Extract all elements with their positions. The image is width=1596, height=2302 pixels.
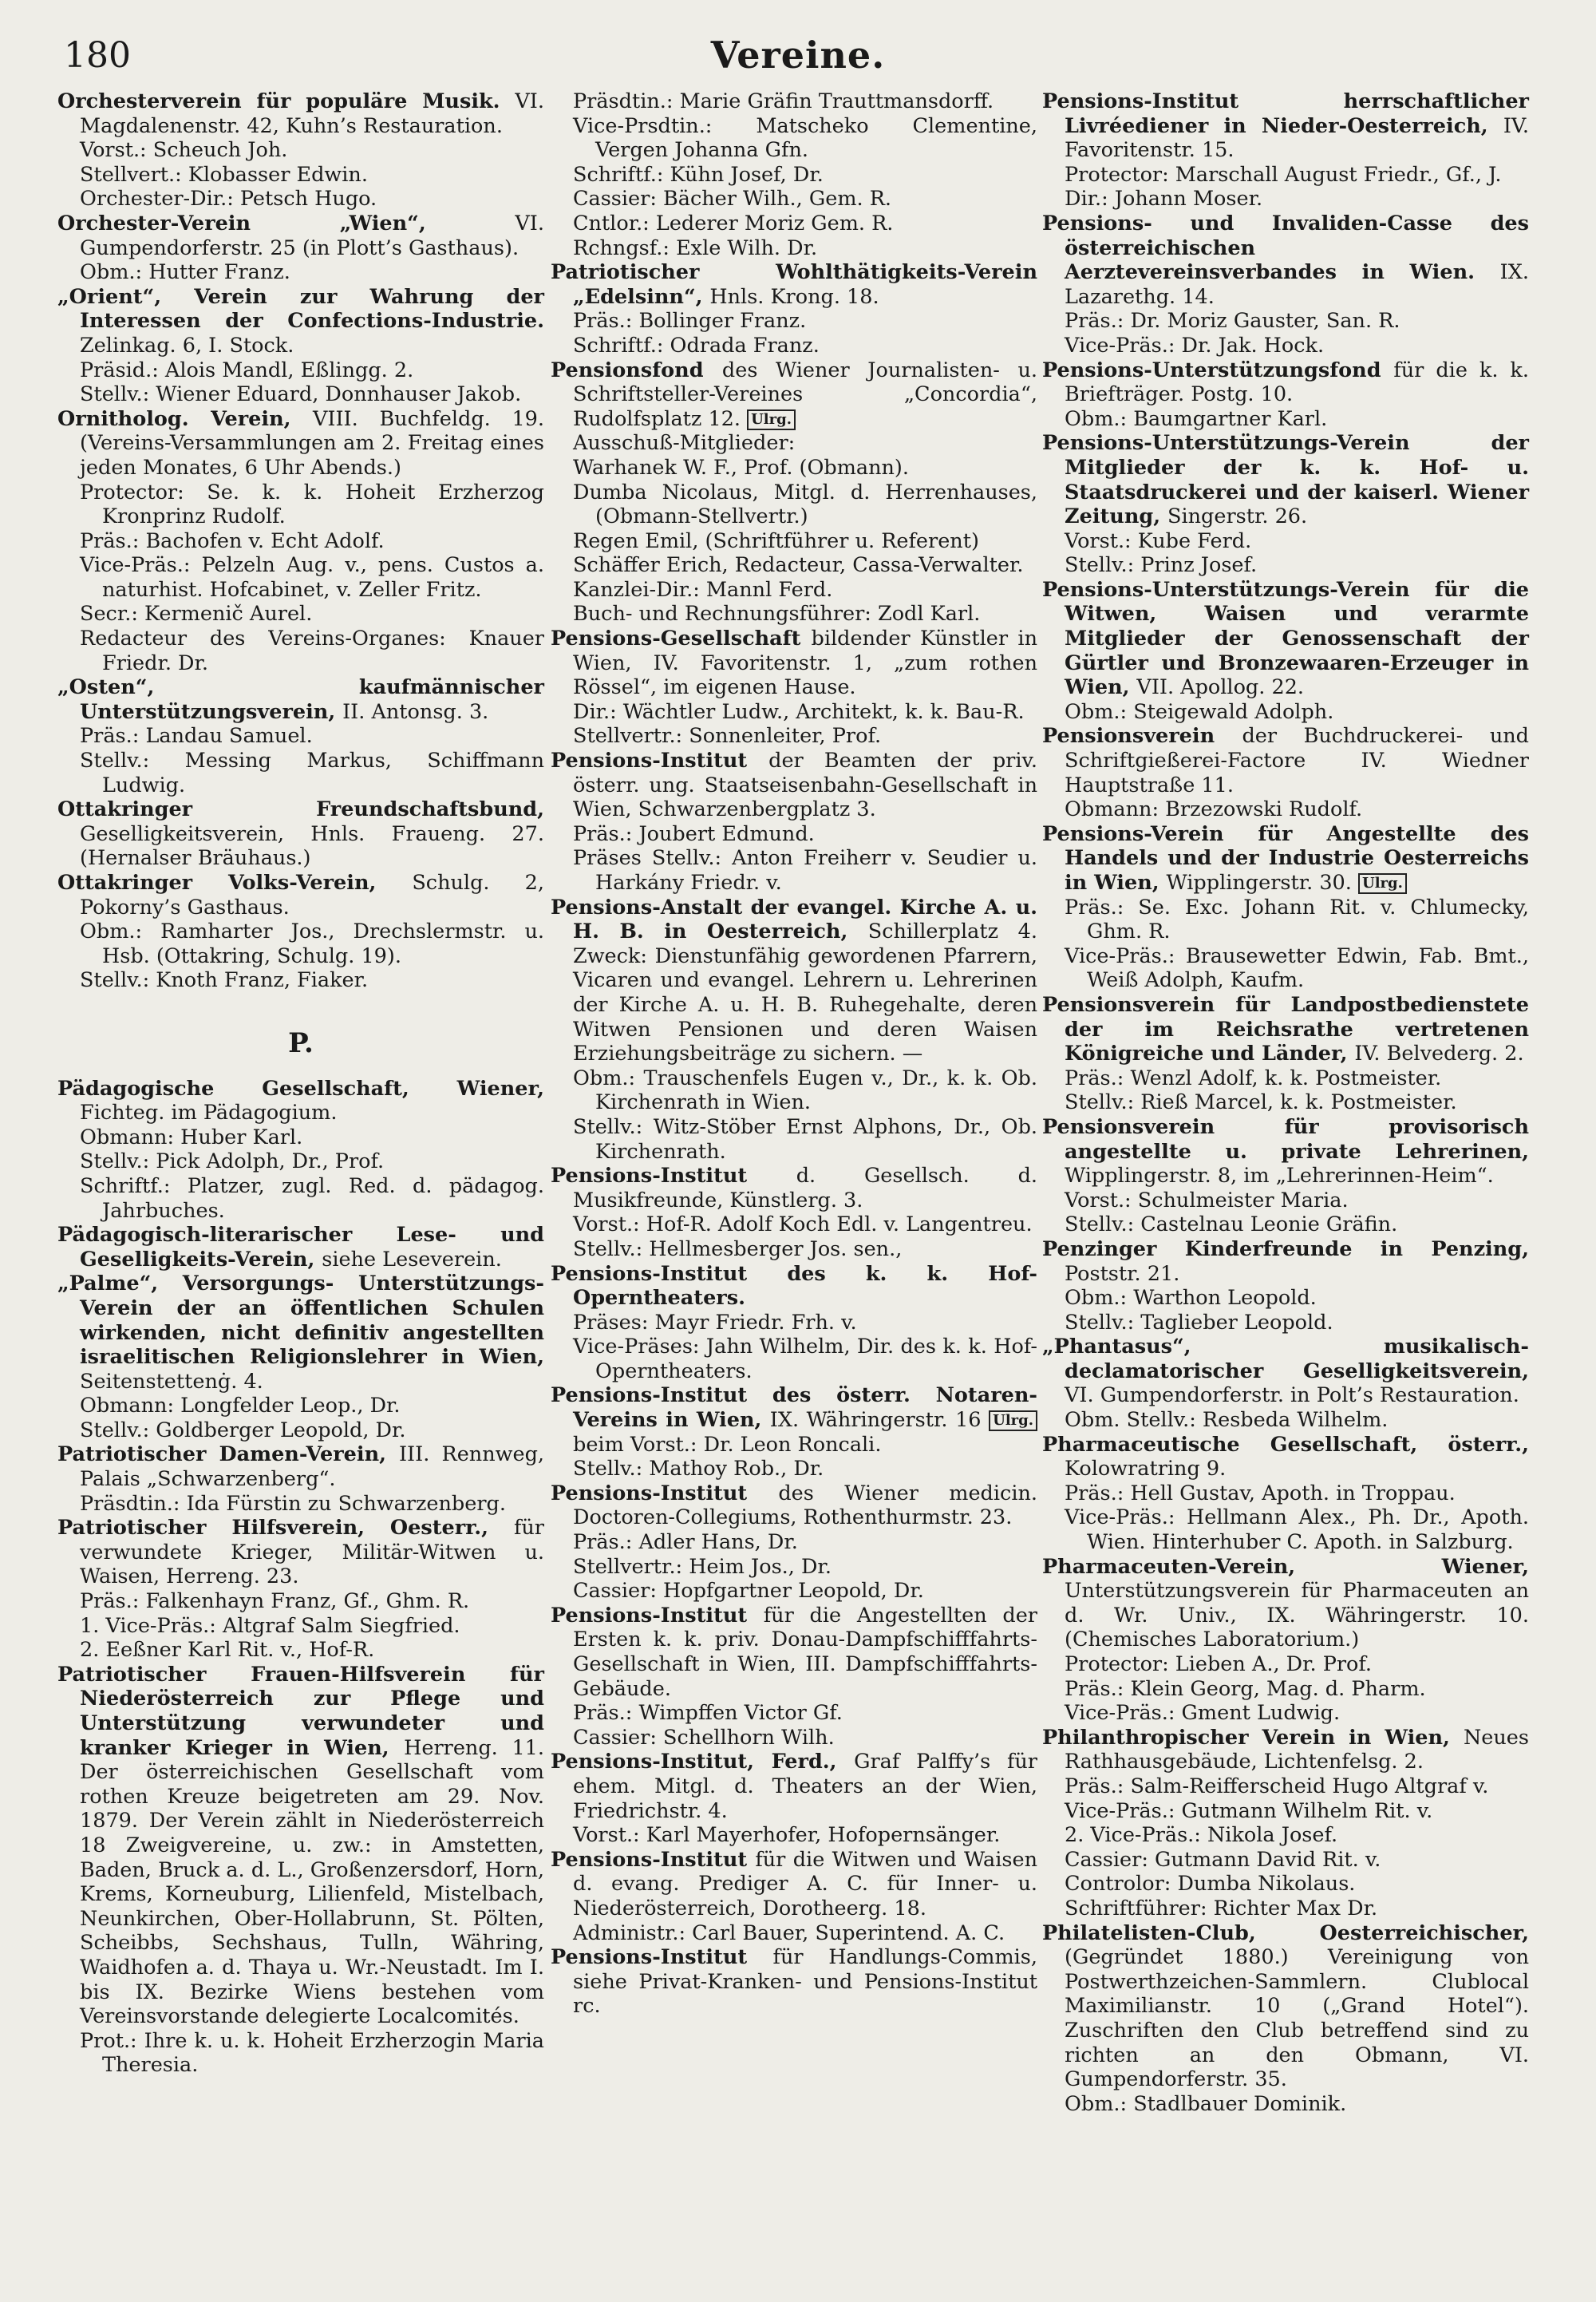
officer-line: Vice-Präs.: Gutmann Wilhelm Rit. v. bbox=[1065, 1798, 1433, 1823]
entry-heading-line bbox=[57, 1077, 544, 1125]
entry-heading-line bbox=[551, 749, 1037, 822]
officer-line: Stellv.: Pick Adolph, Dr., Prof. bbox=[80, 1149, 385, 1174]
association-name: Pensions-Unterstützungs-Verein für die Witwen, Waisen und verarmte Mitglieder der Genossenschaft der Gürtler und Bronzewaaren-Erzeuger in Wien, bbox=[1042, 577, 1529, 700]
association-address: für die Witwen und Waisen d. evang. Prediger A. C. für Inner- u. Niederösterreich, Dorotheerg. 18. bbox=[573, 1847, 1037, 1920]
officer-line: Präs.: Klein Georg, Mag. d. Pharm. bbox=[1065, 1676, 1426, 1701]
officer-line: Vice-Präs.: Hellmann Alex., Ph. Dr., Apoth. Wien. Hinterhuber C. Apoth. in Salzburg. bbox=[1065, 1505, 1529, 1555]
association-address: IV. Belvederg. 2. bbox=[1354, 1042, 1524, 1066]
officer-line: Stellv.: Rieß Marcel, k. k. Postmeister. bbox=[1065, 1090, 1457, 1115]
association-address: VI. Magdalenenstr. 42, Kuhn’s Restauration. bbox=[80, 89, 544, 138]
officer-line: Präsdtin.: Marie Gräfin Trauttmansdorff. bbox=[573, 89, 994, 113]
officer-line: Protector: Lieben A., Dr. Prof. bbox=[1065, 1652, 1373, 1676]
association-name: Pensions-Unterstützungs-Verein der Mitglieder der k. k. Hof- u. Staatsdruckerei und der kaiserl. Wiener Zeitung, bbox=[1042, 431, 1529, 529]
association-name: Pensions-Verein für Angestellte des Handels und der Industrie Oesterreichs in Wien, bbox=[1042, 821, 1529, 895]
association-address: Herreng. 11. Der österreichischen Gesellschaft vom rothen Kreuze beigetreten am 29. Nov. 1879. Der Verein zählt in Niederösterreich 18 Zweigvereine, u. zw.: in Amstetten, Baden, Bruck a. d. L., Großenzersdorf, Horn, Krems, Korneuburg, Lilienfeld, Mistelbach, Neunkirchen, Ober-Hollabrunn, St. Pölten, Scheibbs, Sechshaus, Tulln, Währing, Waidhofen a. d. Thaya u. Wr.-Neustadt. Im I. bis IX. Bezirke Wiens bestehen vom Vereinsvorstande delegierte Localcomités. bbox=[80, 1735, 545, 2029]
association-address: Fichteg. im Pädagogium. bbox=[80, 1101, 338, 1125]
officer-line: 2. Eeßner Karl Rit. v., Hof-R. bbox=[80, 1638, 375, 1663]
officer-line: Obmann: Huber Karl. bbox=[80, 1125, 303, 1149]
officer-line: Stellv.: Witz-Stöber Ernst Alphons, Dr., Ob. Kirchenrath. bbox=[573, 1114, 1037, 1164]
section-letter: P. bbox=[288, 1026, 314, 1059]
page-number: 180 bbox=[64, 35, 131, 76]
officer-line: Cassier: Schellhorn Wilh. bbox=[573, 1725, 835, 1750]
association-address: Poststr. 21. bbox=[1065, 1261, 1180, 1286]
entry-heading-line bbox=[57, 675, 544, 724]
officer-line: Präs.: Joubert Edmund. bbox=[573, 821, 815, 846]
association-address: siehe Leseverein. bbox=[322, 1247, 502, 1272]
entry-heading-line bbox=[1042, 1335, 1529, 1408]
entry-heading-line bbox=[1042, 358, 1529, 407]
officer-line: Obmann: Longfelder Leop., Dr. bbox=[80, 1394, 401, 1418]
officer-line: Vice-Präs.: Brausewetter Edwin, Fab. Bmt., Weiß Adolph, Kaufm. bbox=[1065, 943, 1529, 993]
entry-heading-line bbox=[551, 1164, 1037, 1212]
officer-line: Kanzlei-Dir.: Mannl Ferd. bbox=[573, 577, 833, 602]
running-head: Vereine. bbox=[710, 34, 886, 77]
entry-heading-line bbox=[1042, 1555, 1529, 1652]
officer-line: Stellv.: Mathoy Rob., Dr. bbox=[573, 1457, 824, 1481]
entry-heading-line bbox=[1042, 578, 1529, 700]
association-name: „Orient“, Verein zur Wahrung der Interessen der Confections-Industrie. bbox=[57, 284, 544, 334]
officer-line: Obm.: Trauschenfels Eugen v., Dr., k. k. Ob. Kirchenrath in Wien. bbox=[573, 1066, 1037, 1115]
page-header bbox=[56, 30, 1540, 86]
entry-heading-line bbox=[1042, 431, 1529, 528]
column-2 bbox=[551, 89, 1037, 2019]
entry-heading-line bbox=[57, 1442, 544, 1491]
association-name: Orchesterverein für populäre Musik. bbox=[57, 89, 516, 113]
ulrg-badge: Ulrg. bbox=[1358, 873, 1407, 894]
association-name: Philatelisten-Club, Oesterreichischer, bbox=[1042, 1920, 1529, 1945]
association-address: VIII. Buchfeldg. 19. (Vereins-Versammlungen am 2. Freitag eines jeden Monates, 6 Uhr Abends.) bbox=[80, 406, 545, 480]
association-name: Pensionsfond bbox=[551, 358, 722, 382]
officer-line: Stellv.: Taglieber Leopold. bbox=[1065, 1310, 1333, 1335]
association-address: des Wiener Journalisten- u. Schriftsteller-Vereines „Concordia“, Rudolfsplatz 12. bbox=[573, 358, 1037, 431]
officer-line: Stellvertr.: Sonnenleiter, Prof. bbox=[573, 724, 882, 749]
entry-heading-line bbox=[1042, 1726, 1529, 1774]
officer-line: Vice-Präses: Jahn Wilhelm, Dir. des k. k. Hof-Operntheaters. bbox=[573, 1335, 1037, 1383]
officer-line: Cassier: Bächer Wilh., Gem. R. bbox=[573, 187, 892, 212]
association-address: Kolowratring 9. bbox=[1065, 1457, 1227, 1481]
association-name: Pensions-Unterstützungsfond bbox=[1042, 358, 1394, 382]
officer-line: Prot.: Ihre k. u. k. Hoheit Erzherzogin Maria Theresia. bbox=[80, 2028, 544, 2078]
officer-line: Obm.: Baumgartner Karl. bbox=[1065, 406, 1328, 431]
entry-heading-line bbox=[551, 1262, 1037, 1311]
entry-heading-line bbox=[551, 1945, 1037, 2019]
officer-line: Regen Emil, (Schriftführer u. Referent) bbox=[573, 528, 979, 553]
officer-line: Vice-Präs.: Dr. Jak. Hock. bbox=[1065, 333, 1325, 358]
association-name: Pädagogische Gesellschaft, Wiener, bbox=[57, 1076, 544, 1101]
officer-line: Präs.: Wenzl Adolf, k. k. Postmeister. bbox=[1065, 1066, 1442, 1090]
officer-line: Vice-Präs.: Pelzeln Aug. v., pens. Custos a. naturhist. Hofcabinet, v. Zeller Fritz. bbox=[80, 553, 544, 602]
officer-line: Präs.: Bollinger Franz. bbox=[573, 309, 807, 334]
officer-line: Orchester-Dir.: Petsch Hugo. bbox=[80, 187, 377, 212]
association-name: Pensionsverein für provisorisch angestellte u. private Lehrerinen, bbox=[1042, 1114, 1529, 1164]
entry-heading-line bbox=[57, 871, 544, 920]
association-name: „Palme“, Versorgungs- Unterstützungs-Verein der an öffentlichen Schulen wirkenden, nicht definitiv angestellten israelitischen Religionslehrer in Wien, bbox=[57, 1272, 544, 1370]
association-address: VI. Gumpendorferstr. 25 (in Plott’s Gasthaus). bbox=[80, 211, 544, 260]
association-name: Pensions-Anstalt der evangel. Kirche A. u. H. B. in Oesterreich, bbox=[551, 895, 1037, 944]
officer-line: Vice-Prsdtin.: Matscheko Clementine, Vergen Johanna Gfn. bbox=[573, 113, 1037, 163]
officer-line: Cassier: Hopfgartner Leopold, Dr. bbox=[573, 1579, 924, 1604]
entry-heading-line bbox=[551, 1848, 1037, 1921]
association-address: der Beamten der priv. österr. ung. Staatseisenbahn-Gesellschaft in Wien, Schwarzenbergplatz 3. bbox=[573, 749, 1037, 822]
officer-line: Präs.: Hell Gustav, Apoth. in Troppau. bbox=[1065, 1481, 1456, 1505]
entry-heading-line bbox=[551, 260, 1037, 309]
entry-heading-line bbox=[57, 285, 544, 358]
officer-line: Stellv.: Hellmesberger Jos. sen., bbox=[573, 1236, 903, 1261]
officer-line: Vorst.: Kube Ferd. bbox=[1065, 528, 1252, 553]
association-name: Pensions-Institut bbox=[551, 1945, 773, 1970]
officer-line: Präsid.: Alois Mandl, Eßlingg. 2. bbox=[80, 358, 414, 382]
association-name: Ornitholog. Verein, bbox=[57, 406, 313, 431]
association-address: Singerstr. 26. bbox=[1167, 504, 1308, 529]
entry-heading-line bbox=[1042, 89, 1529, 163]
entry-heading-line bbox=[1042, 1921, 1529, 2092]
association-address: VII. Apollog. 22. bbox=[1136, 675, 1305, 700]
officer-line: Stellv.: Prinz Josef. bbox=[1065, 553, 1258, 578]
entry-heading-line bbox=[1042, 1237, 1529, 1286]
officer-line: Präs.: Wimpffen Victor Gf. bbox=[573, 1701, 843, 1726]
association-address: für verwundete Krieger, Militär-Witwen u. Waisen, Herreng. 23. bbox=[80, 1516, 544, 1589]
association-address: Zelinkag. 6, I. Stock. bbox=[80, 333, 294, 358]
officer-line: Administr.: Carl Bauer, Superintend. A. C. bbox=[573, 1920, 1005, 1945]
entry-heading-line bbox=[57, 1272, 544, 1394]
association-address: für die Angestellten der Ersten k. k. priv. Donau-Dampfschifffahrts-Gesellschaft in Wien, III. Dampfschifffahrts-Gebäude. bbox=[573, 1603, 1037, 1701]
officer-line: Stellvert.: Klobasser Edwin. bbox=[80, 162, 368, 187]
association-address: der Buchdruckerei- und Schriftgießerei-Factore IV. Wiedner Hauptstraße 11. bbox=[1065, 724, 1529, 797]
entry-heading-line bbox=[57, 1663, 544, 2029]
association-name: Penzinger Kinderfreunde in Penzing, bbox=[1042, 1236, 1529, 1261]
association-address: d. Gesellsch. d. Musikfreunde, Künstlerg. 3. bbox=[573, 1164, 1037, 1212]
officer-line: Stellv.: Knoth Franz, Fiaker. bbox=[80, 968, 369, 993]
entry-heading-line bbox=[551, 1383, 1037, 1457]
officer-line: Obmann: Brzezowski Rudolf. bbox=[1065, 797, 1363, 822]
entry-heading-line bbox=[551, 1604, 1037, 1701]
entry-heading-line bbox=[1042, 822, 1529, 896]
column-1 bbox=[57, 89, 544, 2078]
officer-line: Secr.: Kermenič Aurel. bbox=[80, 602, 313, 627]
association-address: Hnls. Krong. 18. bbox=[709, 284, 879, 309]
association-address: (Gegründet 1880.) Vereinigung von Postwerthzeichen-Sammlern. Clublocal Maximilianstr. 10 („Grand Hotel“). Zuschriften den Club betreffend sind zu richten an den Obmann, VI. Gumpendorferstr. 35. bbox=[1065, 1945, 1529, 2092]
officer-line: Obm.: Warthon Leopold. bbox=[1065, 1286, 1317, 1311]
association-address: Wipplingerstr. 8, im „Lehrerinnen-Heim“. bbox=[1065, 1164, 1494, 1189]
officer-line: Präs.: Bachofen v. Echt Adolf. bbox=[80, 528, 385, 553]
officer-line: Präs.: Salm-Reifferscheid Hugo Altgraf v. bbox=[1065, 1774, 1489, 1798]
association-name: Orchester-Verein „Wien“, bbox=[57, 211, 516, 235]
association-address: des Wiener medicin. Doctoren-Collegiums, Rothenthurmstr. 23. bbox=[573, 1481, 1037, 1530]
officer-line: Redacteur des Vereins-Organes: Knauer Friedr. Dr. bbox=[80, 627, 544, 675]
officer-line: Präs.: Adler Hans, Dr. bbox=[573, 1530, 798, 1555]
officer-line: Stellvertr.: Heim Jos., Dr. bbox=[573, 1554, 832, 1579]
officer-line: Rchngsf.: Exle Wilh. Dr. bbox=[573, 235, 818, 260]
entry-heading-line bbox=[551, 1481, 1037, 1530]
officer-line: Vorst.: Karl Mayerhofer, Hofopernsänger. bbox=[573, 1823, 1001, 1848]
entry-heading-line bbox=[1042, 1115, 1529, 1189]
officer-line: Obm.: Ramharter Jos., Drechslermstr. u. Hsb. (Ottakring, Schulg. 19). bbox=[80, 920, 544, 968]
officer-line: Präs.: Landau Samuel. bbox=[80, 724, 313, 749]
officer-line: Präs.: Se. Exc. Johann Rit. v. Chlumecky, Ghm. R. bbox=[1065, 895, 1529, 944]
officer-line: Ausschuß-Mitglieder: bbox=[573, 431, 796, 456]
association-address: Unterstützungsverein für Pharmaceuten an d. Wr. Univ., IX. Währingerstr. 10. (Chemisches Laboratorium.) bbox=[1065, 1579, 1529, 1652]
officer-line: Obm. Stellv.: Resbeda Wilhelm. bbox=[1065, 1408, 1389, 1433]
association-address: Graf Palffy’s für ehem. Mitgl. d. Theaters an der Wien, Friedrichstr. 4. bbox=[573, 1750, 1037, 1823]
association-name: Pensions-Institut bbox=[551, 749, 769, 773]
entry-heading-line bbox=[57, 212, 544, 260]
association-name: Pharmaceutische Gesellschaft, österr., bbox=[1042, 1432, 1529, 1457]
entry-heading-line bbox=[57, 797, 544, 871]
association-name: Pensions-Institut bbox=[551, 1847, 756, 1872]
officer-line: Obm.: Stadlbauer Dominik. bbox=[1065, 2091, 1347, 2116]
officer-line: Controlor: Dumba Nikolaus. bbox=[1065, 1872, 1356, 1897]
association-name: Patriotischer Damen-Verein, bbox=[57, 1442, 399, 1467]
officer-line: Präs.: Falkenhayn Franz, Gf., Ghm. R. bbox=[80, 1589, 470, 1614]
association-name: Patriotischer Frauen-Hilfsverein für Niederösterreich zur Pflege und Unterstützung verwundeter und kranker Krieger in Wien, bbox=[57, 1662, 544, 1760]
officer-line: Schriftf.: Platzer, zugl. Red. d. pädagog. Jahrbuches. bbox=[80, 1173, 544, 1223]
association-name: Patriotischer Wohlthätigkeits-Verein „Edelsinn“, bbox=[551, 260, 1037, 309]
officer-line: Vorst.: Hof-R. Adolf Koch Edl. v. Langentreu. bbox=[573, 1212, 1033, 1237]
association-name: Patriotischer Hilfsverein, Oesterr., bbox=[57, 1516, 514, 1541]
association-name: Pensions-Institut bbox=[551, 1164, 796, 1189]
association-name: Pensions-Institut bbox=[551, 1481, 779, 1505]
association-address: bildender Künstler in Wien, IV. Favoritenstr. 1, „zum rothen Rössel“, im eigenen Hause. bbox=[573, 627, 1037, 700]
entry-heading-line bbox=[57, 89, 544, 138]
entry-heading-line bbox=[1042, 724, 1529, 797]
officer-line: Dir.: Wächtler Ludw., Architekt, k. k. Bau-R. bbox=[573, 699, 1025, 724]
association-address: II. Antonsg. 3. bbox=[342, 699, 489, 724]
association-address: Schillerplatz 4. Zweck: Dienstunfähig gewordenen Pfarrern, Vicaren und evangel. Lehrern u. Lehrerinen der Kirche A. u. H. B. Ruhegehalte, deren Witwen Pensionen und deren Waisen Erziehungsbeiträge zu sichern. — bbox=[573, 920, 1037, 1066]
ulrg-badge: Ulrg. bbox=[989, 1410, 1037, 1431]
association-name: Pensions-Institut bbox=[551, 1603, 764, 1628]
column-3 bbox=[1042, 89, 1529, 2116]
officer-line: Schriftf.: Kühn Josef, Dr. bbox=[573, 162, 824, 187]
entry-heading-line bbox=[551, 896, 1037, 1066]
ulrg-badge: Ulrg. bbox=[747, 409, 796, 430]
entry-heading-line bbox=[57, 1516, 544, 1589]
officer-line: Präs.: Dr. Moriz Gauster, San. R. bbox=[1065, 309, 1400, 334]
officer-line: Stellv.: Wiener Eduard, Donnhauser Jakob. bbox=[80, 382, 522, 407]
officer-line: Vorst.: Scheuch Joh. bbox=[80, 138, 288, 163]
officer-line: Stellv.: Messing Markus, Schiffmann Ludwig. bbox=[80, 749, 544, 797]
entry-heading-line bbox=[57, 407, 544, 481]
association-name: Pensions-Institut herrschaftlicher Livréediener in Nieder-Oesterreich, bbox=[1042, 89, 1529, 138]
officer-line: Vice-Präs.: Gment Ludwig. bbox=[1065, 1701, 1341, 1726]
entry-heading-line bbox=[1042, 1433, 1529, 1481]
officer-line: Buch- und Rechnungsführer: Zodl Karl. bbox=[573, 602, 981, 627]
officer-line: Schriftf.: Odrada Franz. bbox=[573, 333, 820, 358]
association-address: Wipplingerstr. 30. bbox=[1166, 871, 1358, 895]
association-address: für Handlungs-Commis, siehe Privat-Kranken- und Pensions-Institut rc. bbox=[573, 1945, 1037, 2019]
officer-line: Dumba Nicolaus, Mitgl. d. Herrenhauses, (Obmann-Stellvertr.) bbox=[573, 480, 1037, 529]
association-name: Ottakringer Volks-Verein, bbox=[57, 871, 413, 895]
association-name: Pharmaceuten-Verein, Wiener, bbox=[1042, 1554, 1529, 1579]
officer-line: Schriftführer: Richter Max Dr. bbox=[1065, 1896, 1378, 1920]
association-address: Schulg. 2, Pokorny’s Gasthaus. bbox=[80, 871, 544, 920]
association-name: Pensions-Institut des k. k. Hof-Operntheaters. bbox=[551, 1261, 1037, 1311]
association-name: Pensions-Institut, Ferd., bbox=[551, 1750, 855, 1774]
association-address: III. Rennweg, Palais „Schwarzenberg“. bbox=[80, 1442, 545, 1492]
officer-line: Stellv.: Castelnau Leonie Gräfin. bbox=[1065, 1212, 1398, 1237]
entry-heading-line bbox=[551, 358, 1037, 432]
association-address: IX. Währingerstr. 16 bbox=[769, 1408, 990, 1433]
officer-line: Obm.: Hutter Franz. bbox=[80, 260, 290, 285]
association-name: Pensionsverein für Landpostbedienstete der im Reichsrathe vertretenen Königreiche und Länder, bbox=[1042, 992, 1529, 1066]
officer-line: Stellv.: Goldberger Leopold, Dr. bbox=[80, 1418, 406, 1442]
entry-heading-line bbox=[1042, 993, 1529, 1066]
entry-heading-line bbox=[551, 627, 1037, 700]
association-address: für die k. k. Briefträger. Postg. 10. bbox=[1065, 358, 1529, 407]
association-name: Pensions- und Invaliden-Casse des österreichischen Aerztevereinsverbandes in Wien. bbox=[1042, 211, 1529, 285]
officer-line: Protector: Se. k. k. Hoheit Erzherzog Kronprinz Rudolf. bbox=[80, 480, 544, 529]
officer-line: Präses: Mayr Friedr. Frh. v. bbox=[573, 1310, 857, 1335]
entry-heading-line bbox=[551, 1750, 1037, 1823]
association-name: Pädagogisch-literarischer Lese- und Geselligkeits-Verein, bbox=[57, 1223, 544, 1272]
entry-heading-line bbox=[57, 1223, 544, 1272]
officer-line: 2. Vice-Präs.: Nikola Josef. bbox=[1065, 1823, 1338, 1848]
association-address: IV. Favoritenstr. 15. bbox=[1065, 113, 1529, 163]
officer-line: Dir.: Johann Moser. bbox=[1065, 187, 1263, 212]
officer-line: Cntlor.: Lederer Moriz Gem. R. bbox=[573, 211, 894, 235]
association-name: Pensions-Gesellschaft bbox=[551, 627, 812, 651]
association-address: Neues Rathhausgebäude, Lichtenfelsg. 2. bbox=[1065, 1725, 1529, 1774]
association-address: Geselligkeitsverein, Hnls. Fraueng. 27. (Hernalser Bräuhaus.) bbox=[80, 821, 544, 871]
association-name: „Osten“, kaufmännischer Unterstützungsverein, bbox=[57, 675, 544, 724]
officer-line: Vorst.: Schulmeister Maria. bbox=[1065, 1188, 1349, 1212]
officer-line: Schäffer Erich, Redacteur, Cassa-Verwalter. bbox=[573, 553, 1024, 578]
officer-line: Obm.: Steigewald Adolph. bbox=[1065, 699, 1334, 724]
association-name: Philanthropischer Verein in Wien, bbox=[1042, 1725, 1464, 1750]
officer-line: Präses Stellv.: Anton Freiherr v. Seudier u. Harkány Friedr. v. bbox=[573, 846, 1037, 895]
officer-line: Warhanek W. F., Prof. (Obmann). bbox=[573, 455, 909, 480]
association-address-cont: beim Vorst.: Dr. Leon Roncali. bbox=[573, 1432, 882, 1457]
association-name: „Phantasus“, musikalisch-declamatorischer Geselligkeitsverein, bbox=[1042, 1335, 1529, 1383]
association-address: Seitenstettenġ. 4. bbox=[80, 1369, 263, 1394]
officer-line: 1. Vice-Präs.: Altgraf Salm Siegfried. bbox=[80, 1613, 460, 1638]
officer-line: Präsdtin.: Ida Fürstin zu Schwarzenberg. bbox=[80, 1491, 506, 1516]
association-name: Pensions-Institut des österr. Notaren-Vereins in Wien, bbox=[551, 1383, 1037, 1433]
association-address: IX. Lazarethg. 14. bbox=[1065, 260, 1529, 309]
association-address: VI. Gumpendorferstr. in Polt’s Restauration. bbox=[1065, 1383, 1519, 1408]
entry-heading-line bbox=[1042, 212, 1529, 309]
officer-line: Cassier: Gutmann David Rit. v. bbox=[1065, 1847, 1381, 1872]
association-name: Ottakringer Freundschaftsbund, bbox=[57, 797, 544, 822]
officer-line: Protector: Marschall August Friedr., Gf., J. bbox=[1065, 162, 1502, 187]
association-name: Pensionsverein bbox=[1042, 724, 1242, 749]
